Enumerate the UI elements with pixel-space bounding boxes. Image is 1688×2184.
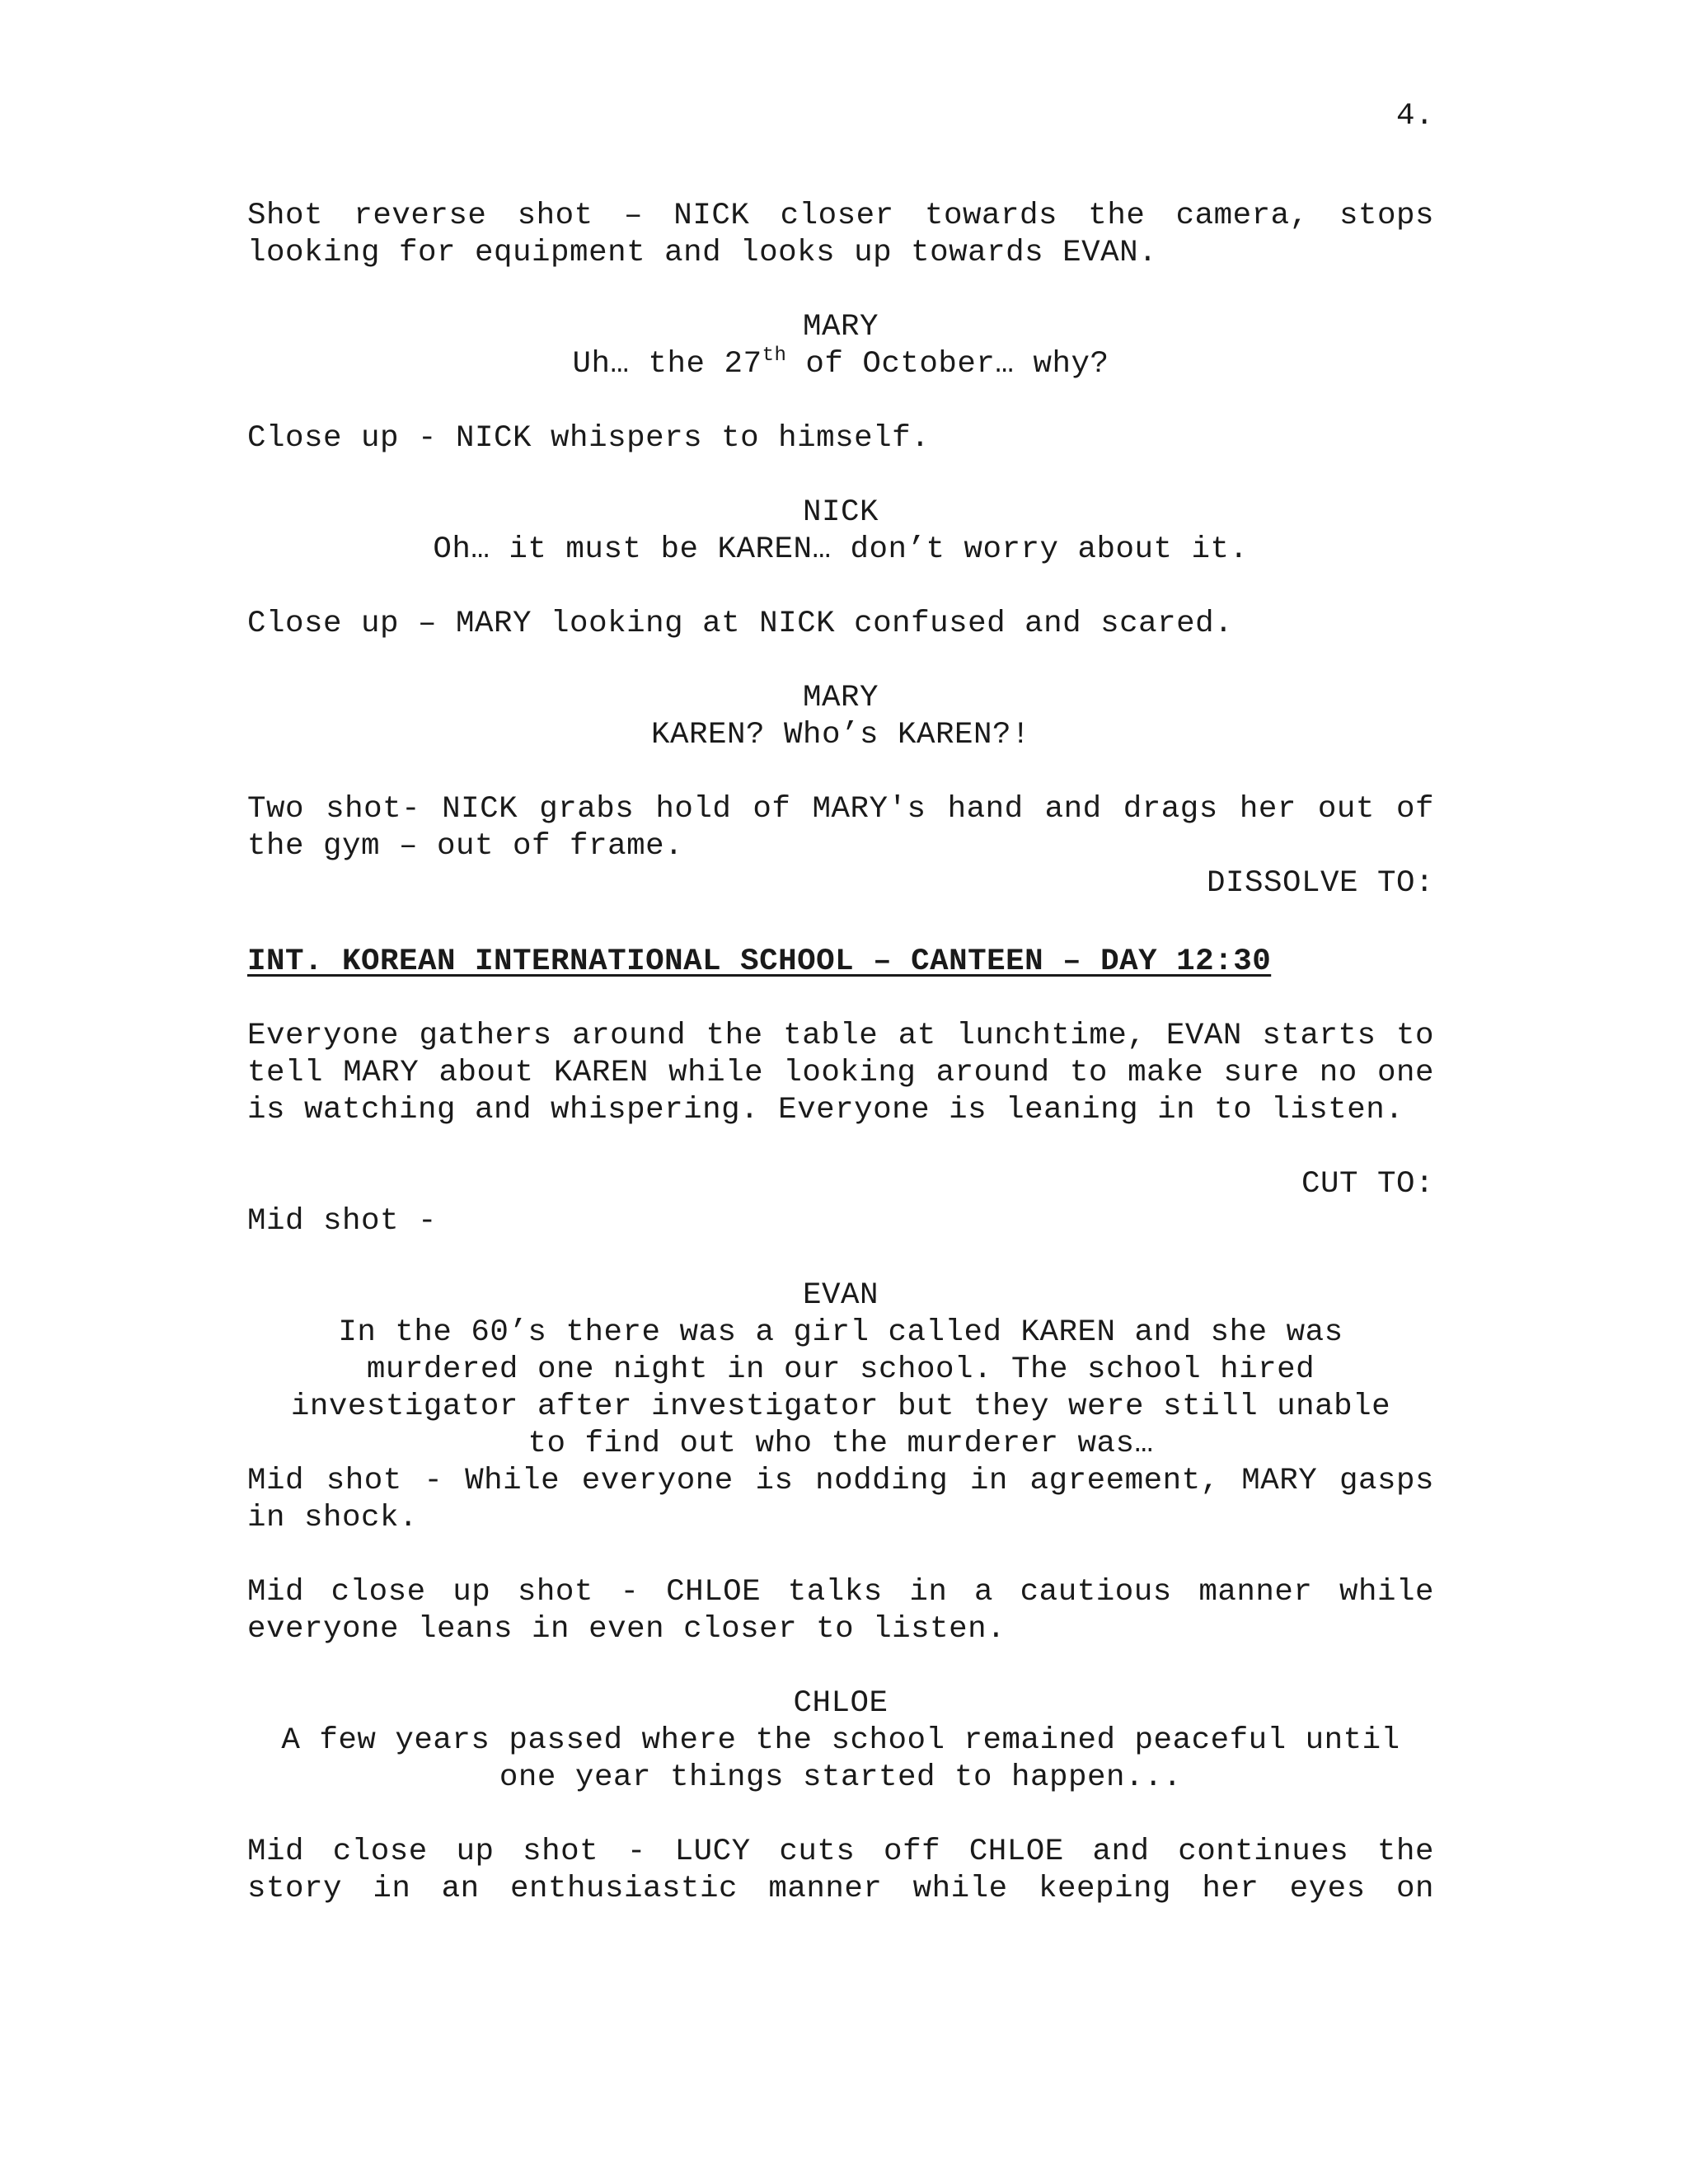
dialogue-line: KAREN? Who’s KAREN?! (650, 718, 1031, 752)
dialogue-line: murdered one night in our school. The school hired (366, 1352, 1315, 1387)
action-line: Two shot- NICK grabs hold of MARY's hand and drags her out of the gym – out of frame. (247, 792, 1434, 864)
page-number: 4. (1395, 99, 1434, 134)
action-line: Mid shot - (247, 1204, 438, 1239)
dialogue-text: of October… why? (786, 347, 1109, 382)
action-line: Shot reverse shot – NICK closer towards the camera, stops looking for equipment and looks up towards EVAN. (247, 199, 1434, 270)
character-name: MARY (802, 681, 879, 715)
character-name: NICK (802, 495, 879, 530)
dialogue-line: one year things started to happen... (499, 1760, 1183, 1795)
action-line: Mid close up shot - CHLOE talks in a cautious manner while everyone leans in even closer to listen. (247, 1575, 1434, 1647)
scene-heading: INT. KOREAN INTERNATIONAL SCHOOL – CANTEEN – DAY 12:30 (247, 944, 1272, 979)
ordinal-suffix: th (762, 344, 787, 367)
dialogue-line: investigator after investigator but they were still unable (290, 1390, 1391, 1424)
dialogue-line: Oh… it must be KAREN… don’t worry about it. (433, 532, 1249, 567)
action-line: Close up – MARY looking at NICK confused and scared. (247, 607, 1234, 641)
action-line: Mid shot - While everyone is nodding in agreement, MARY gasps in shock. (247, 1464, 1434, 1535)
character-name: MARY (802, 310, 879, 344)
dialogue-line: A few years passed where the school remained peaceful until (281, 1723, 1400, 1758)
action-line: Mid close up shot - LUCY cuts off CHLOE and continues the story in an enthusiastic manner while keeping her eyes on (247, 1835, 1434, 1906)
character-name: CHLOE (793, 1686, 889, 1721)
dialogue-line: In the 60’s there was a girl called KAREN and she was (338, 1315, 1343, 1350)
dialogue-line (247, 346, 1434, 383)
dialogue-text: Uh… the 27 (572, 347, 762, 382)
character-name: EVAN (802, 1278, 879, 1313)
action-line: Everyone gathers around the table at lunchtime, EVAN starts to tell MARY about KAREN while looking around to make sure no one is watching and whispering. Everyone is leaning in to listen. (247, 1019, 1434, 1127)
dialogue-line: to find out who the murderer was… (528, 1427, 1154, 1461)
transition: CUT TO: (1301, 1167, 1434, 1202)
transition: DISSOLVE TO: (1206, 866, 1434, 901)
action-line: Close up - NICK whispers to himself. (247, 421, 931, 456)
